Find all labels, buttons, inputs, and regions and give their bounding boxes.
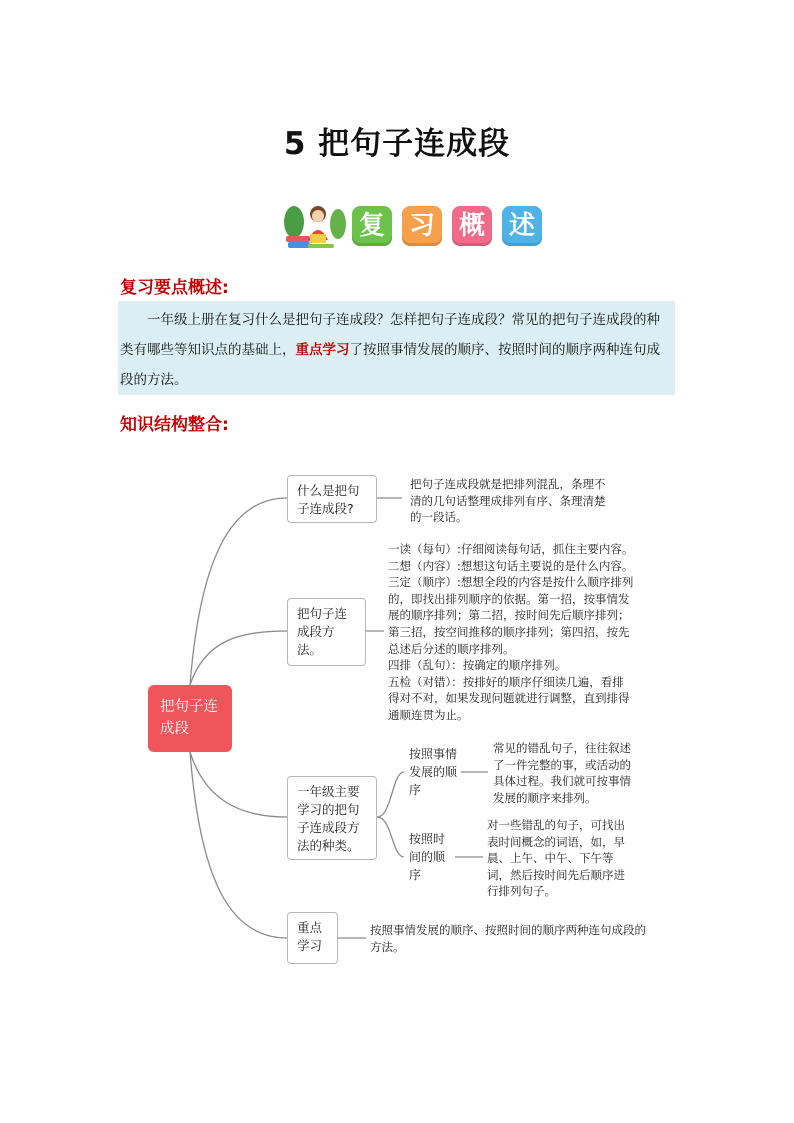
detail-line: 按照事情发展的顺序、按照时间的顺序两种连句成段的 [370, 923, 646, 937]
branch-focus-detail [370, 922, 670, 955]
page-title: 5 把句子连成段 [283, 126, 511, 162]
detail-line: 表时间概念的词语，如，早 [487, 834, 625, 849]
detail-line: 词，然后按时间先后顺序进 [487, 867, 625, 882]
detail-line: 常见的错乱句子，往往叙述 [493, 741, 631, 755]
summary-text-part-1: 一年级上册在复习什么是把句子连成段？怎样把句子连成段？常见的把句子连成段的种类有哪些等知识点的基础上， [120, 312, 660, 358]
detail-line: 了一件完整的事，或活动的 [493, 757, 631, 772]
detail-line: 一读（每句）:仔细阅读每句话，抓住主要内容。 [388, 542, 634, 556]
structure-heading: 知识结构整合: [120, 415, 229, 435]
sub-time-order-detail [487, 817, 637, 900]
detail-line: 具体过程。我们就可按事情 [493, 774, 631, 789]
detail-line: 五检（对错）：按排好的顺序仔细读几遍，看排 [388, 674, 624, 689]
branch-focus: 重点学习 [287, 912, 338, 964]
branch-what-is-detail [410, 476, 630, 526]
detail-line: 通顺连贯为止。 [388, 707, 469, 722]
detail-line: 的，即找出排列顺序的依据。第一招，按事情发 [388, 591, 630, 606]
detail-line: 把句子连成段就是把排列混乱，条理不 [410, 477, 606, 491]
sub-time-order: 按照时间的顺序 [409, 832, 446, 882]
summary-text-emphasis: 重点学习 [295, 342, 350, 358]
connector-branch-2 [190, 631, 287, 685]
detail-line: 晨、上午、中午、下午等 [487, 851, 614, 866]
branch-what-is: 什么是把句子连成段? [287, 475, 377, 523]
connector-branch-4 [190, 752, 287, 938]
detail-line: 的一段话。 [410, 510, 468, 525]
detail-line: 二想（内容）:想想这句话主要说的是什么内容。 [388, 558, 634, 573]
detail-line: 展的顺序排列；第二招，按时间先后顺序排列； [388, 608, 630, 623]
connector-sub-2 [377, 817, 404, 857]
detail-line: 四排（乱句）：按确定的顺序排列。 [388, 658, 567, 673]
summary-text-part-3: 了按照事情发展的顺序、按照时间的顺序两种连句成段的方法。 [120, 342, 660, 388]
detail-line: 方法。 [370, 939, 405, 954]
branch-method: 把句子连成段方法。 [287, 598, 366, 666]
banner-tile-2: 习 [402, 206, 442, 246]
sub-event-order-detail [493, 740, 643, 806]
connector-branch-1 [190, 498, 287, 685]
detail-line: 发展的顺序来排列。 [493, 790, 597, 805]
banner-tile-3: 概 [452, 206, 492, 246]
connector-sub-1 [377, 772, 404, 817]
detail-line: 得对不对，如果发现问题就进行调整，直到排得 [388, 691, 630, 706]
detail-line: 三定（顺序）:想想全段的内容是按什么顺序排列 [388, 575, 634, 590]
summary-heading: 复习要点概述: [120, 278, 229, 298]
detail-line: 第三招，按空间推移的顺序排列；第四招，按先 [388, 624, 630, 639]
branch-method-detail [388, 541, 658, 724]
banner-tile-1: 复 [352, 206, 392, 246]
branch-types: 一年级主要学习的把句子连成段方法的种类。 [287, 776, 377, 860]
detail-line: 清的几句话整理成排列有序、条理清楚 [410, 493, 606, 508]
sub-event-order: 按照事情发展的顺序 [409, 747, 458, 797]
detail-line: 对一些错乱的句子，可找出 [487, 818, 625, 832]
mindmap-root: 把句子连成段 [148, 685, 232, 752]
detail-line: 行排列句子。 [487, 884, 556, 899]
banner-tile-4: 述 [502, 206, 542, 246]
connector-branch-3 [190, 752, 287, 817]
detail-line: 总述后分述的顺序排列。 [388, 641, 515, 656]
